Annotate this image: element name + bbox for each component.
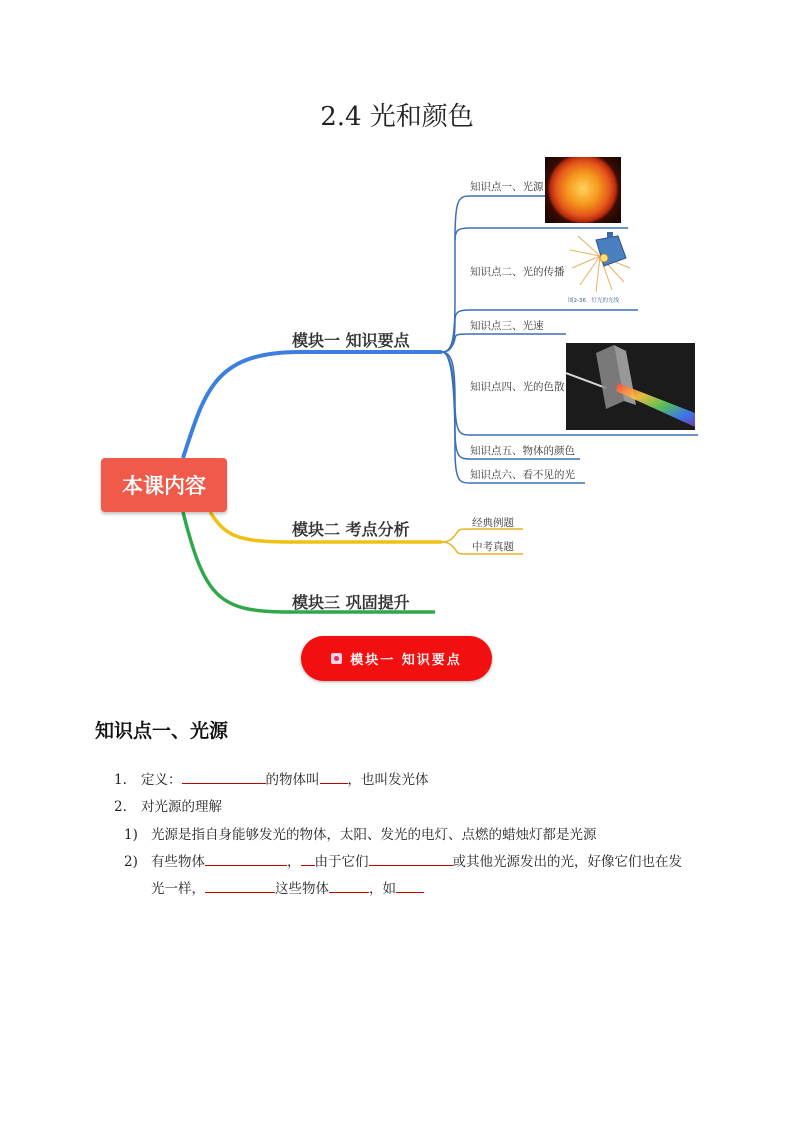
fill-blank[interactable] <box>205 879 275 893</box>
badge-icon <box>331 653 342 664</box>
leaf-knowledge-4: 知识点四、光的色散 <box>470 381 565 393</box>
leaf-examples: 经典例题 <box>472 517 514 529</box>
module1-banner <box>301 636 492 681</box>
leaf-knowledge-1: 知识点一、光源 <box>470 181 544 193</box>
list-item-2: 2. 对光源的理解 <box>114 799 222 815</box>
fill-blank[interactable] <box>369 852 453 866</box>
leaf-knowledge-3: 知识点三、光速 <box>470 320 544 332</box>
sub-item-1: 1) 光源是指自身能够发光的物体，太阳、发光的电灯、点燃的蜡烛灯都是光源 <box>124 827 597 843</box>
section-heading: 知识点一、光源 <box>95 720 229 742</box>
banner-label: 模块一 知识要点 <box>350 653 462 668</box>
fill-blank[interactable] <box>205 852 287 866</box>
lamp-image <box>568 232 630 304</box>
branch-module1 <box>183 352 442 458</box>
lamp-caption: 图2-36 灯光的光线 <box>568 298 619 304</box>
sub-item-2: 2) 有些物体 ， 由于它们 或其他光源发出的光，好像它们也在发 <box>124 854 682 870</box>
module3-label: 模块三 巩固提升 <box>292 593 410 612</box>
fill-blank[interactable] <box>301 852 315 866</box>
page-title: 2.4 光和颜色 <box>320 102 474 132</box>
module1-label: 模块一 知识要点 <box>292 331 410 350</box>
leaf-knowledge-5: 知识点五、物体的颜色 <box>470 445 575 457</box>
fill-blank[interactable] <box>329 879 369 893</box>
fill-blank[interactable] <box>320 770 348 784</box>
list-item-1: 1. 定义： 的物体叫 ，也叫发光体 <box>114 772 429 788</box>
sun-image <box>545 157 621 223</box>
leaf-knowledge-6: 知识点六、看不见的光 <box>470 469 575 481</box>
leaf-knowledge-2: 知识点二、光的传播 <box>470 266 565 278</box>
mindmap-root: 本课内容 <box>101 458 227 512</box>
prism-image <box>566 343 695 430</box>
module2-label: 模块二 考点分析 <box>292 520 410 539</box>
fill-blank[interactable] <box>396 879 424 893</box>
sub-item-2-continued: 光一样， 这些物体 ，如 <box>151 877 424 897</box>
leaf-exam-questions: 中考真题 <box>472 541 514 553</box>
fill-blank[interactable] <box>182 770 266 784</box>
